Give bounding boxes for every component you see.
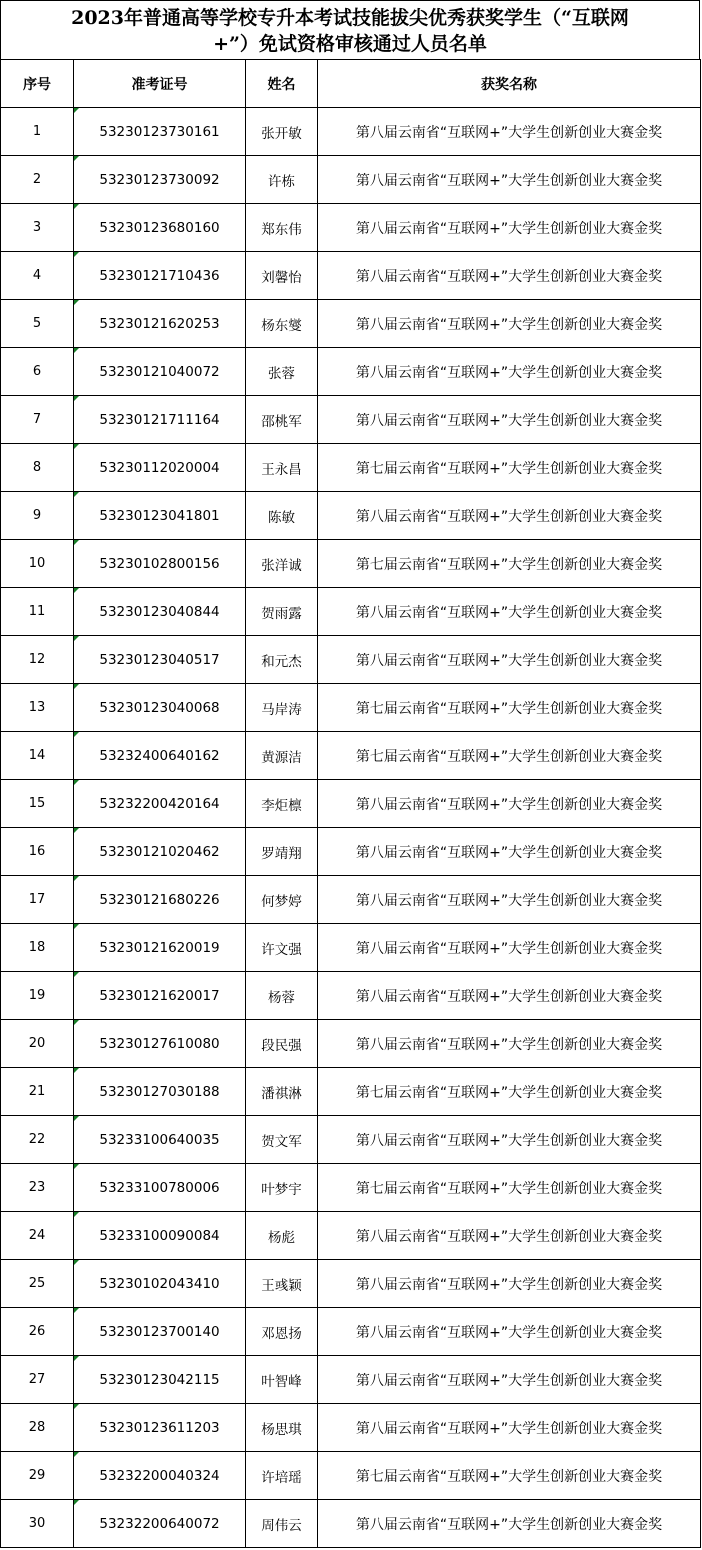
cell-seq: 11	[1, 588, 74, 636]
cell-exam-id: 53233100090084	[74, 1212, 246, 1260]
table-row	[1, 1404, 701, 1452]
table-row	[1, 1164, 701, 1212]
cell-award: 第八届云南省“互联网+”大学生创新创业大赛金奖	[318, 1356, 701, 1404]
cell-seq: 23	[1, 1164, 74, 1212]
table-row	[1, 588, 701, 636]
cell-award: 第八届云南省“互联网+”大学生创新创业大赛金奖	[318, 1260, 701, 1308]
cell-award: 第八届云南省“互联网+”大学生创新创业大赛金奖	[318, 588, 701, 636]
cell-exam-id: 53230121620253	[74, 300, 246, 348]
cell-award: 第八届云南省“互联网+”大学生创新创业大赛金奖	[318, 1116, 701, 1164]
cell-seq: 25	[1, 1260, 74, 1308]
cell-name: 王彧颖	[246, 1260, 318, 1308]
cell-seq: 17	[1, 876, 74, 924]
cell-seq: 10	[1, 540, 74, 588]
cell-award: 第八届云南省“互联网+”大学生创新创业大赛金奖	[318, 1500, 701, 1548]
title-line-1: 2023年普通高等学校专升本考试技能拔尖优秀获奖学生（“互联网	[71, 7, 629, 29]
cell-exam-id: 53230121020462	[74, 828, 246, 876]
cell-seq: 9	[1, 492, 74, 540]
cell-name: 杨蓉	[246, 972, 318, 1020]
table-row	[1, 1452, 701, 1500]
cell-name: 李炬檩	[246, 780, 318, 828]
cell-seq: 14	[1, 732, 74, 780]
table-row	[1, 924, 701, 972]
cell-exam-id: 53230123730092	[74, 156, 246, 204]
cell-award: 第七届云南省“互联网+”大学生创新创业大赛金奖	[318, 732, 701, 780]
cell-seq: 7	[1, 396, 74, 444]
table-row	[1, 828, 701, 876]
cell-award: 第八届云南省“互联网+”大学生创新创业大赛金奖	[318, 876, 701, 924]
cell-name: 罗靖翔	[246, 828, 318, 876]
cell-award: 第七届云南省“互联网+”大学生创新创业大赛金奖	[318, 444, 701, 492]
cell-exam-id: 53230123040844	[74, 588, 246, 636]
cell-name: 贺雨露	[246, 588, 318, 636]
cell-seq: 1	[1, 108, 74, 156]
cell-seq: 27	[1, 1356, 74, 1404]
cell-name: 杨彪	[246, 1212, 318, 1260]
cell-name: 周伟云	[246, 1500, 318, 1548]
table-row	[1, 636, 701, 684]
cell-award: 第八届云南省“互联网+”大学生创新创业大赛金奖	[318, 828, 701, 876]
cell-award: 第八届云南省“互联网+”大学生创新创业大赛金奖	[318, 108, 701, 156]
cell-name: 邵桃军	[246, 396, 318, 444]
cell-award: 第八届云南省“互联网+”大学生创新创业大赛金奖	[318, 300, 701, 348]
cell-award: 第八届云南省“互联网+”大学生创新创业大赛金奖	[318, 780, 701, 828]
cell-exam-id: 53230121040072	[74, 348, 246, 396]
cell-seq: 3	[1, 204, 74, 252]
table-row	[1, 1260, 701, 1308]
header-exam-id: 准考证号	[74, 60, 246, 108]
table-row	[1, 972, 701, 1020]
cell-award: 第八届云南省“互联网+”大学生创新创业大赛金奖	[318, 1020, 701, 1068]
cell-seq: 18	[1, 924, 74, 972]
cell-exam-id: 53230123040068	[74, 684, 246, 732]
cell-name: 马岸涛	[246, 684, 318, 732]
table-row	[1, 156, 701, 204]
cell-seq: 26	[1, 1308, 74, 1356]
cell-exam-id: 53230123730161	[74, 108, 246, 156]
cell-seq: 29	[1, 1452, 74, 1500]
cell-exam-id: 53233100640035	[74, 1116, 246, 1164]
cell-award: 第八届云南省“互联网+”大学生创新创业大赛金奖	[318, 1212, 701, 1260]
cell-name: 叶梦宇	[246, 1164, 318, 1212]
cell-award: 第八届云南省“互联网+”大学生创新创业大赛金奖	[318, 1308, 701, 1356]
cell-seq: 16	[1, 828, 74, 876]
cell-seq: 6	[1, 348, 74, 396]
cell-award: 第八届云南省“互联网+”大学生创新创业大赛金奖	[318, 924, 701, 972]
cell-award: 第八届云南省“互联网+”大学生创新创业大赛金奖	[318, 156, 701, 204]
table-row	[1, 204, 701, 252]
cell-exam-id: 53230121710436	[74, 252, 246, 300]
cell-exam-id: 53230123040517	[74, 636, 246, 684]
cell-seq: 20	[1, 1020, 74, 1068]
cell-seq: 8	[1, 444, 74, 492]
cell-exam-id: 53230123042115	[74, 1356, 246, 1404]
cell-award: 第八届云南省“互联网+”大学生创新创业大赛金奖	[318, 204, 701, 252]
cell-award: 第八届云南省“互联网+”大学生创新创业大赛金奖	[318, 1404, 701, 1452]
cell-seq: 30	[1, 1500, 74, 1548]
cell-exam-id: 53230121680226	[74, 876, 246, 924]
cell-name: 和元杰	[246, 636, 318, 684]
table-row	[1, 1212, 701, 1260]
cell-exam-id: 53230102043410	[74, 1260, 246, 1308]
cell-seq: 24	[1, 1212, 74, 1260]
cell-exam-id: 53230127610080	[74, 1020, 246, 1068]
cell-exam-id: 53230121711164	[74, 396, 246, 444]
cell-award: 第七届云南省“互联网+”大学生创新创业大赛金奖	[318, 540, 701, 588]
cell-seq: 21	[1, 1068, 74, 1116]
cell-award: 第八届云南省“互联网+”大学生创新创业大赛金奖	[318, 492, 701, 540]
cell-name: 叶智峰	[246, 1356, 318, 1404]
cell-exam-id: 53230121620019	[74, 924, 246, 972]
cell-award: 第八届云南省“互联网+”大学生创新创业大赛金奖	[318, 396, 701, 444]
table-row	[1, 300, 701, 348]
cell-exam-id: 53230123041801	[74, 492, 246, 540]
table-row	[1, 444, 701, 492]
header-seq: 序号	[1, 60, 74, 108]
cell-award: 第七届云南省“互联网+”大学生创新创业大赛金奖	[318, 1164, 701, 1212]
cell-award: 第七届云南省“互联网+”大学生创新创业大赛金奖	[318, 684, 701, 732]
cell-exam-id: 53230127030188	[74, 1068, 246, 1116]
cell-name: 段民强	[246, 1020, 318, 1068]
table-row	[1, 492, 701, 540]
cell-exam-id: 53230123680160	[74, 204, 246, 252]
cell-seq: 2	[1, 156, 74, 204]
cell-exam-id: 53230112020004	[74, 444, 246, 492]
table-body	[1, 108, 701, 1548]
cell-name: 郑东伟	[246, 204, 318, 252]
cell-name: 杨思琪	[246, 1404, 318, 1452]
cell-name: 杨东燮	[246, 300, 318, 348]
table-row	[1, 540, 701, 588]
cell-exam-id: 53232200640072	[74, 1500, 246, 1548]
cell-exam-id: 53230123700140	[74, 1308, 246, 1356]
cell-name: 潘祺淋	[246, 1068, 318, 1116]
table-row	[1, 108, 701, 156]
table-header-row	[1, 60, 701, 108]
table-row	[1, 1020, 701, 1068]
cell-name: 何梦婷	[246, 876, 318, 924]
cell-exam-id: 53230102800156	[74, 540, 246, 588]
cell-name: 张洋诚	[246, 540, 318, 588]
cell-award: 第八届云南省“互联网+”大学生创新创业大赛金奖	[318, 252, 701, 300]
table-row	[1, 1500, 701, 1548]
cell-seq: 13	[1, 684, 74, 732]
cell-award: 第七届云南省“互联网+”大学生创新创业大赛金奖	[318, 1068, 701, 1116]
table-row	[1, 1356, 701, 1404]
table-row	[1, 396, 701, 444]
cell-name: 刘馨怡	[246, 252, 318, 300]
cell-seq: 12	[1, 636, 74, 684]
table-row	[1, 684, 701, 732]
table-row	[1, 1068, 701, 1116]
cell-name: 许文强	[246, 924, 318, 972]
table-row	[1, 732, 701, 780]
cell-exam-id: 53232400640162	[74, 732, 246, 780]
cell-award: 第八届云南省“互联网+”大学生创新创业大赛金奖	[318, 972, 701, 1020]
cell-name: 陈敏	[246, 492, 318, 540]
cell-seq: 19	[1, 972, 74, 1020]
title-line-2: +”）免试资格审核通过人员名单	[213, 33, 487, 55]
cell-name: 张蓉	[246, 348, 318, 396]
cell-exam-id: 53230123611203	[74, 1404, 246, 1452]
header-award: 获奖名称	[318, 60, 701, 108]
table-row	[1, 348, 701, 396]
cell-exam-id: 53232200040324	[74, 1452, 246, 1500]
results-table	[0, 59, 701, 1548]
cell-exam-id: 53233100780006	[74, 1164, 246, 1212]
cell-award: 第八届云南省“互联网+”大学生创新创业大赛金奖	[318, 636, 701, 684]
cell-name: 黄源洁	[246, 732, 318, 780]
cell-seq: 28	[1, 1404, 74, 1452]
cell-seq: 22	[1, 1116, 74, 1164]
table-row	[1, 876, 701, 924]
cell-seq: 5	[1, 300, 74, 348]
cell-name: 贺文军	[246, 1116, 318, 1164]
cell-seq: 15	[1, 780, 74, 828]
header-name: 姓名	[246, 60, 318, 108]
cell-exam-id: 53230121620017	[74, 972, 246, 1020]
cell-name: 许培瑶	[246, 1452, 318, 1500]
cell-award: 第七届云南省“互联网+”大学生创新创业大赛金奖	[318, 1452, 701, 1500]
cell-name: 张开敏	[246, 108, 318, 156]
cell-exam-id: 53232200420164	[74, 780, 246, 828]
cell-seq: 4	[1, 252, 74, 300]
cell-award: 第八届云南省“互联网+”大学生创新创业大赛金奖	[318, 348, 701, 396]
cell-name: 王永昌	[246, 444, 318, 492]
table-row	[1, 252, 701, 300]
cell-name: 许栋	[246, 156, 318, 204]
table-row	[1, 1116, 701, 1164]
cell-name: 邓恩扬	[246, 1308, 318, 1356]
document-title	[0, 0, 700, 60]
table-row	[1, 1308, 701, 1356]
table-row	[1, 780, 701, 828]
